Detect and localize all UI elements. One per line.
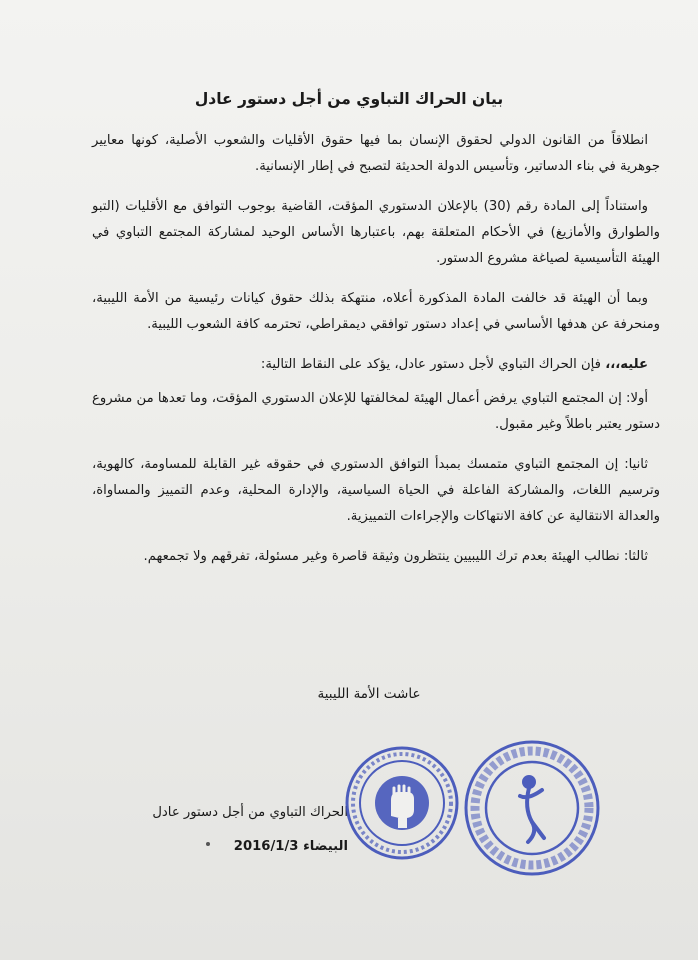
point-2: ثانيا: إن المجتمع التباوي متمسك بمبدأ التوافق الدستوري في حقوقه غير القابلة للمساومة، كالهوية، وترسيم اللغات، والمشاركة الفاعلة في الحياة السياسية، والإدارة المحلية، وعدم التمييز والمساواة، والعدالة الانتقالية عن كافة الانتهاكات والإجراءات التمييزية. bbox=[92, 457, 660, 524]
document-body bbox=[92, 128, 660, 584]
document-title: بيان الحراك التباوي من أجل دستور عادل bbox=[194, 90, 504, 108]
signature-block bbox=[108, 796, 348, 864]
point-1: أولا: إن المجتمع التباوي يرفض أعمال الهيئة لمخالفتها للإعلان الدستوري المؤقت، وما تعدها من مشروع دستور يعتبر باطلاً وغير مقبول. bbox=[92, 391, 660, 432]
signature-place-date bbox=[108, 830, 348, 864]
therefore-lead: عليه،،، bbox=[605, 357, 648, 372]
therefore-paragraph bbox=[92, 352, 660, 378]
paragraph-2: واستناداً إلى المادة رقم (30) بالإعلان الدستوري المؤقت، القاضية بوجوب التوافق مع الأقليات (التبو والطوارق والأمازيغ) في الأحكام المتعلقة بهم، باعتبارها الأساس الوحيد لمشاركة المجتمع التباوي في الهيئة التأسيسية لصياغة مشروع الدستور. bbox=[92, 199, 660, 266]
signature-date: 2016/1/3 bbox=[233, 839, 299, 854]
signature-place: البيضاء bbox=[303, 839, 348, 854]
fist-stamp-icon bbox=[343, 744, 461, 862]
signature-name: الحراك التباوي من أجل دستور عادل bbox=[152, 805, 348, 820]
pen-mark bbox=[206, 842, 210, 846]
paragraph-3: وبما أن الهيئة قد خالفت المادة المذكورة أعلاه، منتهكة بذلك حقوق كيانات رئيسية من الأمة الليبية، ومنحرفة عن هدفها الأساسي في إعداد دستور توافقي ديمقراطي، تحترمه كافة الشعوب الليبية. bbox=[92, 291, 660, 332]
figure-stamp-icon bbox=[462, 738, 602, 878]
paragraph-1: انطلاقاً من القانون الدولي لحقوق الإنسان بما فيها حقوق الأقليات والشعوب الأصلية، كونها معايير جوهرية في بناء الدساتير، وتأسيس الدولة الحديثة لتصبح في إطار الإنسانية. bbox=[92, 133, 660, 174]
closing-line bbox=[0, 686, 698, 702]
therefore-text: فإن الحراك التباوي لأجل دستور عادل، يؤكد على النقاط التالية: bbox=[260, 357, 606, 372]
point-3: ثالثا: نطالب الهيئة بعدم ترك الليبيين ينتظرون وثيقة قاصرة وغير مسئولة، تفرقهم ولا تجمعهم. bbox=[143, 549, 648, 564]
closing-text: عاشت الأمة الليبية bbox=[317, 686, 421, 702]
